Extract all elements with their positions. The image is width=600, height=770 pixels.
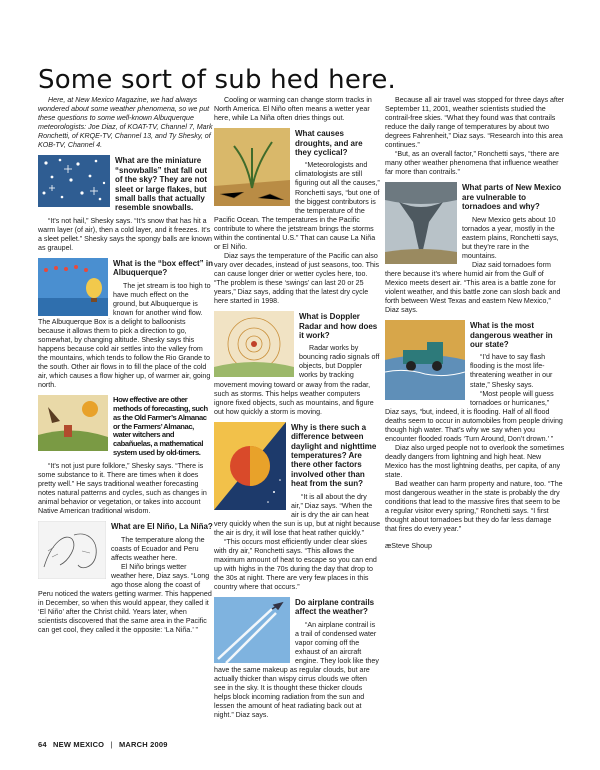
qa-tornadoes [385, 182, 565, 315]
balloon-sky-illustration [38, 258, 108, 316]
flood-truck-illustration [385, 320, 465, 400]
doppler-radar-illustration [214, 311, 294, 377]
answer-paragraph: Radar works by bouncing radio signals off objects, but Doppler works by tracking movement moving toward or away from the radar, such as storms. This helps weather computers ignore fixed objects, such as mountains, and figure out how quickly a storm is moving. [214, 344, 380, 416]
answer-paragraph: The jet stream is too high to have much effect on the ground, but Albuquerque is known for another wind flow. The Albuquerque Box is a delight to balloonists because it allows them to pick a direction to go, somewhat, by changing altitude. Shesky says this happens because cold air settles into the valley from the mountains, which tends to follow the Rio Grande to the south. Other air flows in to fill the place of the cold air, which causes a flow higher up, of warmer air, going north. [38, 281, 211, 390]
footer-separator: | [110, 740, 113, 749]
qa-contrails [214, 597, 380, 720]
qa-day-night [214, 422, 380, 592]
answer-paragraph: Diaz said tornadoes form there because it’s where humid air from the Gulf of Mexico meets desert air. “This area is a battle zone for violent weather, and this battle zone can slosh back and forth between West Texas and eastern New Mexico,” Diaz says. [385, 260, 561, 315]
answer-paragraph: “It’s not just pure folklore,” Shesky says. “There is some substance to it. There are times when it does pretty well.” He says traditional weather forecasting notes natural patterns and cycles, such as changes in animal behavior or vegetation, or takes into account Native American traditional wisdom. [38, 461, 207, 516]
answer-paragraph: “It’s not hail,” Shesky says. “It’s snow that has hit a warm layer (of air), then a cold layer, and it freezes. It’s a sleet pellet.” Shesky says the spongy balls are known as graupel. [38, 216, 212, 252]
airplane-contrail-illustration [214, 597, 290, 663]
question-snowballs: What are the miniature “snowballs” that fall out of the sky? They are not sleet or large flakes, but small balls that actually resemble snowballs. [115, 156, 208, 213]
headline: Some sort of sub hed here. [38, 65, 397, 96]
qa-droughts [214, 128, 380, 306]
answer-el-nino-continued [214, 96, 380, 123]
answer-folklore [38, 462, 213, 516]
answer-paragraph: “An airplane contrail is a trail of condensed water vapor coming off the exhaust of an aircraft engine. They look like they have the same makeup as regular clouds, but are actually thicker than wispy cirrus clouds we often see in the sky. It is thought these thicker clouds helps block incoming radiation from the sun and lessen the amount of heat radiating back out at night.” Diaz says. [214, 620, 379, 720]
answer-paragraph: “This occurs most efficiently under clear skies with dry air,” Ronchetti says. “This allows the maximum amount of heat to escape so you can end up with highs in the 70s during the day that drop to the 30s at night. There are very few places in this country where that occurs.” [214, 537, 377, 592]
column-1 [38, 96, 213, 635]
intro-paragraph: Here, at New Mexico Magazine, we had always wondered about some weather phenomena, so we put these questions to some well-known Albuquerque meteorologists: Joe Diaz, of KOAT-TV, Channel 7, Mark Ronchetti, of KRQE-TV, Channel 13, and Ty Shesky, of KOB-TV, Channel 4. [38, 96, 213, 150]
page-footer [38, 740, 172, 749]
answer-paragraph: Cooling or warming can change storm tracks in North America. El Niño often means a wetter year here, while La Niña often dries things out. [214, 96, 372, 123]
snowflakes-illustration [38, 155, 110, 207]
answer-contrails-continued [385, 96, 565, 177]
qa-folklore [38, 395, 213, 516]
question-box-effect: What is the “box effect” in Albuquerque? [113, 258, 213, 278]
byline: æSteve Shoup [385, 542, 432, 551]
tornado-illustration [385, 182, 457, 264]
question-droughts: What causes droughts, and are they cyclical? [295, 129, 363, 157]
answer-paragraph: “Meteorologists and climatologists are still figuring out all the causes,” Ronchetti says, “but one of the biggest contributors is the temperature of the Pacific Ocean. The temperatures in the Pacific contribute to where the jetstream brings the storms within the continental U.S.” That can cause La Niña or El Niño. [214, 161, 380, 251]
el-nino-sketch-illustration [38, 521, 106, 579]
answer-paragraph: El Niño brings wetter weather here, Diaz says. “Long ago those along the coast of Peru noticed the waters getting warmer. This happened in December, so when this would appear, they called it ‘El Niño’ after the Christ child. Years later, when scientists discovered that the same area in the Pacific can get cool, they called it the opposite: ‘La Niña.’ ” [38, 562, 212, 635]
question-day-night: Why is there such a difference between daylight and nighttime temperatures? Are there other factors involved other than heat from the sun? [291, 422, 377, 489]
answer-paragraph: Diaz also urged people not to overlook the sometimes deadly dangers from lightning and high heat. New Mexico has the most lightning deaths, per capita, of any state. [385, 443, 565, 479]
answer-paragraph: New Mexico gets about 10 tornados a year, mostly in the eastern plains, Ronchetti says, but they’re rare in the mountains. [462, 215, 559, 260]
answer-paragraph: Diaz says the temperature of the Pacific can also vary over decades, instead of just seasons, too. This can cause longer drier or wetter cycles here, too. “The problem is these ‘swings’ can last 20 or 25 years,” Diaz says, adding that the latest dry cycle here started in 1998. [214, 251, 380, 306]
qa-dangerous-weather [385, 320, 565, 534]
drought-plant-illustration [214, 128, 290, 206]
qa-snowballs [38, 155, 213, 253]
answer-paragraph: “It is all about the dry air,” Diaz says. “When the air is dry the air can heat very quickly when the sun is up, but at night because the air is dry, it will lose that heat rather quickly.” [214, 492, 380, 537]
question-doppler: What is Doppler Radar and how does it work? [299, 312, 378, 340]
qa-box-effect [38, 258, 213, 390]
page-number: 64 [38, 740, 47, 749]
answer-paragraph: “But, as an overall factor,” Ronchetti says, “there are many other weather phenomena that influence weather far more than contrails.” [385, 150, 560, 177]
column-3 [385, 96, 565, 551]
answer-paragraph: Because all air travel was stopped for three days after September 11, 2001, weather scientists studied the contrail-free skies. “What they found was that contrails reduce the daily range of temperatures by about two degrees Fahrenheit,” Diaz says. “Research into this area continues.” [385, 96, 565, 150]
answer-snowballs [38, 217, 213, 253]
question-el-nino: What are El Niño, La Niña? [111, 522, 213, 532]
day-night-sun-moon-illustration [214, 422, 286, 510]
qa-doppler [214, 311, 380, 417]
magazine-name: NEW MEXICO [53, 740, 105, 749]
answer-paragraph: The temperature along the coasts of Ecuador and Peru affects weather here. [111, 535, 205, 562]
folklore-illustration [38, 395, 108, 451]
answer-paragraph: Bad weather can harm property and nature, too. “The most dangerous weather in the state is probably the dry conditions that lead to the massive fires that seem to be a regular visitor every spring,” Ronchetti says. “I first thought about tornadoes but they do far less damage that fires do every year.” [385, 480, 563, 534]
question-contrails: Do airplane contrails affect the weather? [295, 598, 375, 617]
answer-paragraph: “Most people will guess tornadoes or hurricanes,” Diaz says, “but, indeed, it is flooding. Half of all flood deaths seem to occur in automobiles from people driving though high water. That’s why we say when you encounter flooded roads ‘Turn Around, Don’t drown.’ ” [385, 389, 563, 443]
issue-date: MARCH 2009 [118, 740, 168, 749]
question-folklore: How effective are other methods of forecasting, such as the Old Farmer’s Almanac or the Farmers’ Almanac, water witchers and cabañuelas, a mathematical system used by old-timers. [113, 395, 208, 458]
question-dangerous-weather: What is the most dangerous weather in our state? [470, 321, 553, 349]
column-2 [214, 96, 380, 720]
question-tornadoes: What parts of New Mexico are vulnerable to tornadoes and why? [462, 183, 562, 212]
answer-paragraph: “I’d have to say flash flooding is the most life-threatening weather in our state,” Shesky says. [470, 353, 553, 389]
qa-el-nino [38, 521, 213, 635]
